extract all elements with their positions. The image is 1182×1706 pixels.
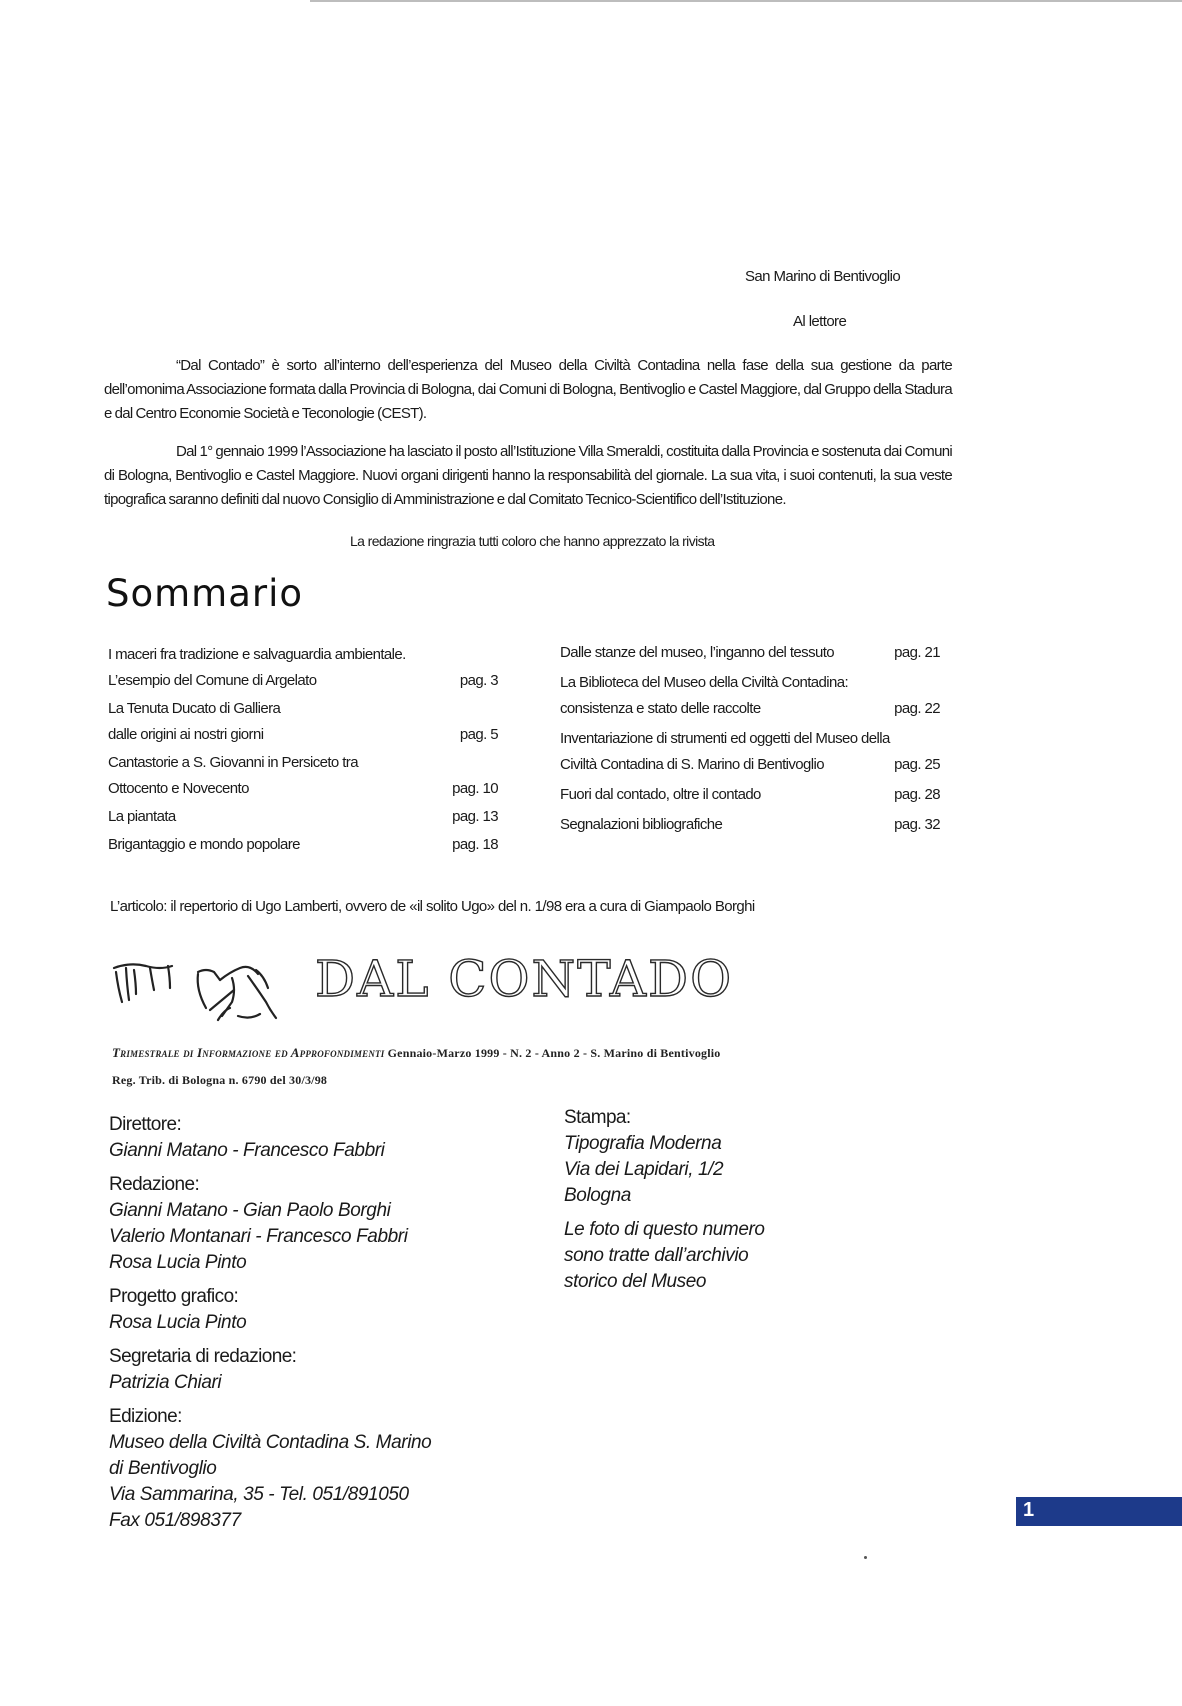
staff-value: Bologna bbox=[564, 1185, 631, 1206]
toc-entry bbox=[108, 832, 498, 858]
masthead-logo-icon bbox=[110, 950, 310, 1030]
staff-value: Rosa Lucia Pinto bbox=[109, 1252, 247, 1273]
staff-value: Tipografia Moderna bbox=[564, 1133, 722, 1154]
staff-right-column bbox=[564, 1105, 914, 1303]
toc-entry bbox=[560, 782, 940, 808]
page-number: 1 bbox=[1023, 1499, 1035, 1521]
toc-entry-page: pag. 3 bbox=[459, 672, 498, 689]
intro-paragraph-1-text: “Dal Contado” è sorto all’interno dell’esperienza del Museo della Civiltà Contadina nella fase della sua gestione da parte dell’omonima Associazione formata dalla Provincia di Bologna, dai Comuni di Bologna, Bentivoglio e Castel Maggiore, dal Gruppo della Stadura e dal Centro Economie Società e Teconologie (CEST). bbox=[104, 357, 952, 422]
place-line: San Marino di Bentivoglio bbox=[745, 268, 901, 285]
staff-group bbox=[109, 1404, 559, 1534]
masthead-subtitle-italic: Trimestrale di Informazione ed Approfondimenti bbox=[112, 1045, 385, 1060]
toc-entry bbox=[108, 696, 498, 748]
staff-group bbox=[564, 1105, 914, 1209]
staff-value: Valerio Montanari - Francesco Fabbri bbox=[109, 1226, 408, 1247]
toc-entry bbox=[108, 804, 498, 830]
toc-left-column bbox=[108, 642, 498, 860]
staff-label: Redazione: bbox=[109, 1174, 200, 1195]
toc-entry-title: Civiltà Contadina di S. Marino di Bentivoglio bbox=[560, 756, 824, 773]
toc-entry-title: Ottocento e Novecento bbox=[108, 780, 249, 797]
toc-entry-page: pag. 28 bbox=[894, 786, 940, 803]
staff-value: storico del Museo bbox=[564, 1271, 707, 1292]
toc-entry-page: pag. 18 bbox=[452, 836, 498, 853]
staff-label: Direttore: bbox=[109, 1114, 182, 1135]
masthead-subtitle bbox=[112, 1045, 721, 1061]
sommario-title: Sommario bbox=[106, 572, 304, 615]
toc-entry-title: Cantastorie a S. Giovanni in Persiceto tra bbox=[108, 754, 358, 771]
toc-entry-title: La Tenuta Ducato di Galliera bbox=[108, 700, 281, 717]
staff-value: di Bentivoglio bbox=[109, 1458, 217, 1479]
staff-label: Progetto grafico: bbox=[109, 1286, 239, 1307]
toc-entry-title: Dalle stanze del museo, l’inganno del tessuto bbox=[560, 644, 835, 661]
staff-label: Segretaria di redazione: bbox=[109, 1346, 297, 1367]
toc-entry-title: Segnalazioni bibliografiche bbox=[560, 816, 723, 833]
staff-value: Via dei Lapidari, 1/2 bbox=[564, 1159, 724, 1180]
toc-entry-page: pag. 21 bbox=[894, 644, 940, 661]
toc-entry bbox=[108, 642, 498, 694]
staff-group bbox=[564, 1217, 914, 1295]
staff-group bbox=[109, 1172, 559, 1276]
toc-entry-title: dalle origini ai nostri giorni bbox=[108, 726, 264, 743]
masthead-registration: Reg. Trib. di Bologna n. 6790 del 30/3/98 bbox=[112, 1073, 328, 1087]
toc-entry bbox=[560, 670, 940, 722]
intro-paragraph-2 bbox=[104, 440, 952, 512]
staff-value: Patrizia Chiari bbox=[109, 1372, 222, 1393]
top-rule bbox=[310, 0, 1182, 2]
staff-value: Via Sammarina, 35 - Tel. 051/891050 bbox=[109, 1484, 409, 1505]
staff-group bbox=[109, 1284, 559, 1336]
staff-value: Le foto di questo numero bbox=[564, 1219, 765, 1240]
toc-entry-page: pag. 13 bbox=[452, 808, 498, 825]
staff-label: Edizione: bbox=[109, 1406, 182, 1427]
toc-entry-page: pag. 10 bbox=[452, 780, 498, 797]
toc-entry bbox=[560, 812, 940, 838]
toc-entry-title: L’esempio del Comune di Argelato bbox=[108, 672, 317, 689]
toc-entry-title: La piantata bbox=[108, 808, 176, 825]
toc-right-column bbox=[560, 640, 940, 842]
staff-value: Fax 051/898377 bbox=[109, 1510, 241, 1531]
speck bbox=[864, 1556, 867, 1559]
staff-value: Rosa Lucia Pinto bbox=[109, 1312, 247, 1333]
staff-left-column bbox=[109, 1112, 559, 1542]
staff-label: Stampa: bbox=[564, 1107, 631, 1128]
salutation: Al lettore bbox=[793, 313, 847, 330]
toc-entry-title: consistenza e stato delle raccolte bbox=[560, 700, 761, 717]
page-number-tab bbox=[1016, 1497, 1182, 1526]
toc-entry-title: I maceri fra tradizione e salvaguardia ambientale. bbox=[108, 646, 406, 663]
toc-entry-title: La Biblioteca del Museo della Civiltà Contadina: bbox=[560, 674, 849, 691]
toc-entry-page: pag. 32 bbox=[894, 816, 940, 833]
staff-value: sono tratte dall’archivio bbox=[564, 1245, 749, 1266]
masthead-title: DAL CONTADO bbox=[315, 950, 734, 1008]
toc-entry-page: pag. 25 bbox=[894, 756, 940, 773]
toc-entry-title: Inventariazione di strumenti ed oggetti del Museo della bbox=[560, 730, 890, 747]
intro-paragraph-1 bbox=[104, 354, 952, 426]
toc-entry bbox=[560, 640, 940, 666]
staff-group bbox=[109, 1112, 559, 1164]
toc-entry-page: pag. 5 bbox=[459, 726, 498, 743]
staff-group bbox=[109, 1344, 559, 1396]
toc-entry-title: Fuori dal contado, oltre il contado bbox=[560, 786, 761, 803]
intro-paragraph-2-text: Dal 1° gennaio 1999 l’Associazione ha lasciato il posto all’Istituzione Villa Smeraldi, costituita dalla Provincia e sostenuta dai Comuni di Bologna, Bentivoglio e Castel Maggiore. Nuovi organi dirigenti hanno la responsabilità del giornale. La sua vita, i suoi contenuti, la sua veste tipografica saranno definiti dal nuovo Consiglio di Amministrazione e dal Comitato Tecnico-Scientifico dell’Istituzione. bbox=[104, 443, 952, 508]
toc-entry-page: pag. 22 bbox=[894, 700, 940, 717]
masthead bbox=[110, 950, 790, 1030]
toc-entry bbox=[560, 726, 940, 778]
toc-entry bbox=[108, 750, 498, 802]
masthead-subtitle-issue: Gennaio-Marzo 1999 - N. 2 - Anno 2 - S. Marino di Bentivoglio bbox=[387, 1046, 721, 1060]
staff-value: Gianni Matano - Francesco Fabbri bbox=[109, 1140, 385, 1161]
article-credit: L’articolo: il repertorio di Ugo Lamberti, ovvero de «il solito Ugo» del n. 1/98 era a cura di Giampaolo Borghi bbox=[110, 898, 755, 915]
staff-value: Gianni Matano - Gian Paolo Borghi bbox=[109, 1200, 391, 1221]
thanks-line: La redazione ringrazia tutti coloro che hanno apprezzato la rivista bbox=[350, 533, 715, 549]
staff-value: Museo della Civiltà Contadina S. Marino bbox=[109, 1432, 432, 1453]
toc-entry-title: Brigantaggio e mondo popolare bbox=[108, 836, 300, 853]
